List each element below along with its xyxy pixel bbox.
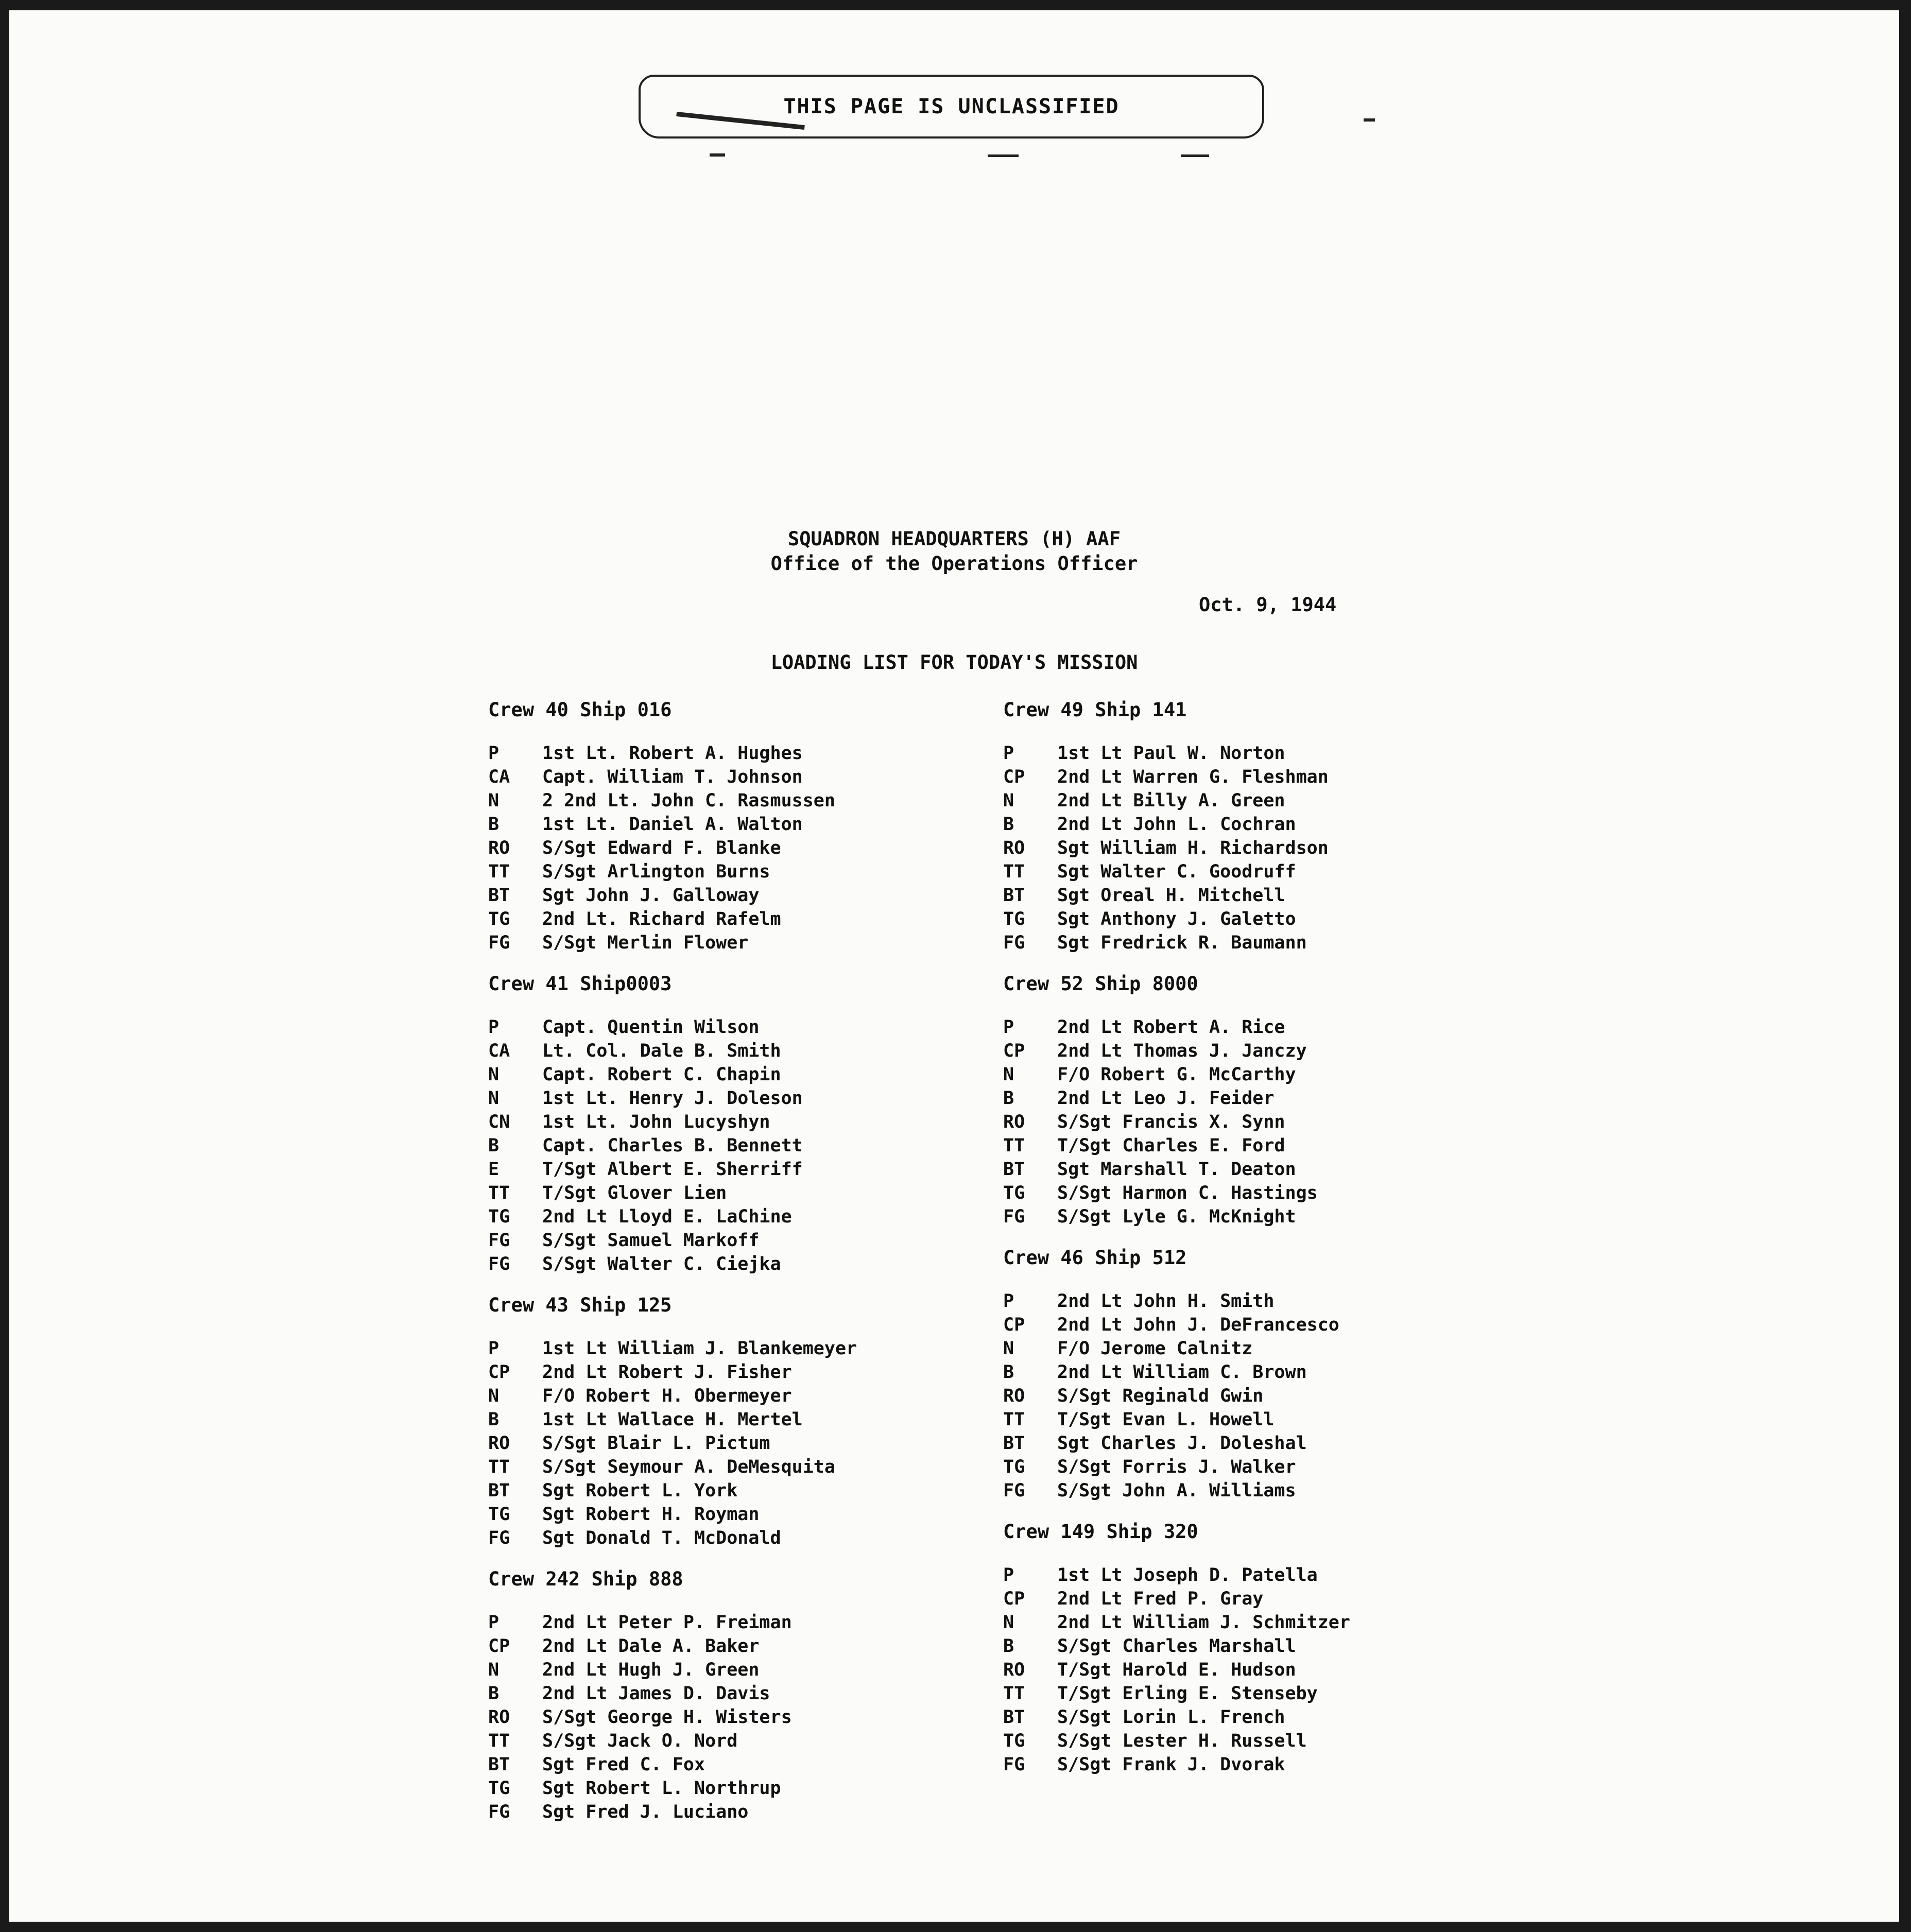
position-code: P: [1003, 1291, 1014, 1312]
crew-block: [488, 1293, 1003, 1550]
crew-member-row: [488, 1705, 1003, 1729]
crew-member-row: [488, 1039, 1003, 1063]
position-code: CP: [488, 1362, 510, 1383]
member-name: Sgt Oreal H. Mitchell: [1057, 885, 1285, 906]
crew-member-row: [1003, 1658, 1518, 1682]
member-name: Sgt Robert H. Royman: [542, 1504, 760, 1525]
position-code: TT: [1003, 1683, 1025, 1704]
crew-member-row: [1003, 1682, 1518, 1705]
member-name: Capt. Charles B. Bennett: [542, 1135, 803, 1156]
member-name: S/Sgt Frank J. Dvorak: [1057, 1754, 1285, 1775]
classification-text: THIS PAGE IS UNCLASSIFIED: [783, 95, 1120, 118]
member-name: Sgt Robert L. York: [542, 1480, 738, 1501]
crew-member-row: [488, 1503, 1003, 1526]
member-name: Sgt John J. Galloway: [542, 885, 760, 906]
member-name: Sgt Robert L. Northrup: [542, 1778, 781, 1799]
position-code: P: [1003, 1017, 1014, 1038]
crew-title: Crew 149 Ship 320: [1003, 1521, 1198, 1543]
crew-member-row: [488, 1611, 1003, 1634]
crew-member-row: [1003, 1063, 1518, 1086]
crew-member-row: [488, 1110, 1003, 1134]
member-name: 2nd Lt Lloyd E. LaChine: [542, 1206, 792, 1227]
member-name: S/Sgt Jack O. Nord: [542, 1731, 738, 1751]
crew-member-row: [488, 1455, 1003, 1479]
crew-member-row: [1003, 1110, 1518, 1134]
crew-block: [1003, 1246, 1518, 1503]
member-name: T/Sgt Glover Lien: [542, 1183, 727, 1203]
member-name: F/O Robert G. McCarthy: [1057, 1064, 1296, 1085]
member-name: 2nd Lt John H. Smith: [1057, 1291, 1275, 1312]
office-heading: Office of the Operations Officer: [770, 553, 1138, 575]
crew-title: Crew 46 Ship 512: [1003, 1247, 1187, 1269]
position-code: N: [488, 1660, 500, 1680]
position-code: N: [1003, 1612, 1014, 1633]
crew-member-row: [488, 1015, 1003, 1039]
crew-member-row: [1003, 1587, 1518, 1611]
crew-member-row: [488, 1431, 1003, 1455]
crew-title: Crew 43 Ship 125: [488, 1294, 672, 1316]
member-name: 1st Lt. John Lucyshyn: [542, 1112, 770, 1132]
left-crew-column: [488, 698, 1003, 1841]
crew-title: Crew 242 Ship 888: [488, 1568, 683, 1590]
member-name: Sgt Fred C. Fox: [542, 1754, 705, 1775]
member-name: 1st Lt. Daniel A. Walton: [542, 814, 803, 835]
member-name: S/Sgt Forris J. Walker: [1057, 1457, 1296, 1477]
member-name: F/O Jerome Calnitz: [1057, 1338, 1253, 1359]
crew-member-row: [488, 1479, 1003, 1503]
crew-member-row: [488, 1776, 1003, 1800]
crew-member-row: [1003, 1611, 1518, 1634]
position-code: N: [1003, 1338, 1014, 1359]
position-code: FG: [488, 933, 510, 953]
crew-member-row: [488, 1384, 1003, 1408]
position-code: B: [488, 1409, 500, 1430]
position-code: P: [1003, 1565, 1014, 1585]
crew-title: Crew 40 Ship 016: [488, 699, 672, 721]
crew-member-row: [488, 1360, 1003, 1384]
crew-member-row: [488, 836, 1003, 860]
member-name: T/Sgt Albert E. Sherriff: [542, 1159, 803, 1180]
position-code: TT: [1003, 1409, 1025, 1430]
member-name: 2nd Lt Leo J. Feider: [1057, 1088, 1275, 1109]
member-name: Sgt Fredrick R. Baumann: [1057, 933, 1307, 953]
crew-member-row: [488, 1408, 1003, 1431]
crew-member-row: [488, 1158, 1003, 1181]
position-code: FG: [1003, 1754, 1025, 1775]
position-code: TG: [1003, 1731, 1025, 1751]
member-name: 2nd Lt Warren G. Fleshman: [1057, 767, 1329, 787]
crew-member-row: [1003, 1360, 1518, 1384]
crew-member-row: [488, 813, 1003, 836]
crew-member-row: [488, 1658, 1003, 1682]
position-code: BT: [488, 885, 510, 906]
position-code: CP: [1003, 1589, 1025, 1609]
member-name: 2nd Lt. Richard Rafelm: [542, 909, 781, 929]
member-name: S/Sgt Samuel Markoff: [542, 1230, 760, 1251]
smudge-mark: [710, 153, 725, 157]
member-name: 2 2nd Lt. John C. Rasmussen: [542, 790, 835, 811]
member-name: 1st Lt William J. Blankemeyer: [542, 1338, 857, 1359]
member-name: Capt. Robert C. Chapin: [542, 1064, 781, 1085]
member-name: 2nd Lt Billy A. Green: [1057, 790, 1285, 811]
member-name: S/Sgt John A. Williams: [1057, 1480, 1296, 1501]
position-code: B: [488, 1683, 500, 1704]
position-code: P: [1003, 743, 1014, 764]
crew-member-row: [488, 860, 1003, 884]
position-code: TT: [488, 861, 510, 882]
smudge-mark: [1181, 154, 1209, 157]
position-code: CA: [488, 767, 510, 787]
crew-member-row: [1003, 741, 1518, 765]
member-name: S/Sgt Francis X. Synn: [1057, 1112, 1285, 1132]
position-code: P: [488, 1017, 500, 1038]
member-name: 2nd Lt William J. Schmitzer: [1057, 1612, 1350, 1633]
position-code: FG: [488, 1528, 510, 1548]
position-code: RO: [1003, 1386, 1025, 1406]
position-code: P: [488, 743, 500, 764]
member-name: S/Sgt Blair L. Pictum: [542, 1433, 770, 1454]
crew-member-row: [1003, 765, 1518, 789]
member-name: S/Sgt Charles Marshall: [1057, 1636, 1296, 1657]
position-code: BT: [1003, 1433, 1025, 1454]
member-name: S/Sgt Arlington Burns: [542, 861, 770, 882]
crew-member-row: [1003, 1086, 1518, 1110]
classification-stamp: [639, 75, 1264, 139]
member-name: 2nd Lt Hugh J. Green: [542, 1660, 760, 1680]
member-name: 2nd Lt James D. Davis: [542, 1683, 770, 1704]
crew-member-row: [1003, 1337, 1518, 1360]
position-code: N: [488, 1088, 500, 1109]
crew-block: [488, 972, 1003, 1276]
crew-member-row: [1003, 1205, 1518, 1229]
position-code: RO: [1003, 838, 1025, 858]
crew-member-row: [1003, 1431, 1518, 1455]
member-name: 2nd Lt William C. Brown: [1057, 1362, 1307, 1383]
crew-member-row: [488, 1800, 1003, 1824]
position-code: B: [488, 814, 500, 835]
crew-member-row: [488, 765, 1003, 789]
position-code: N: [488, 1386, 500, 1406]
smudge-mark: [988, 154, 1019, 157]
member-name: 1st Lt Wallace H. Mertel: [542, 1409, 803, 1430]
crew-block: [1003, 698, 1518, 955]
crew-member-row: [488, 907, 1003, 931]
member-name: 1st Lt. Henry J. Doleson: [542, 1088, 803, 1109]
crew-member-row: [1003, 1634, 1518, 1658]
crew-member-row: [488, 884, 1003, 907]
crew-member-row: [1003, 1015, 1518, 1039]
member-name: Sgt Fred J. Luciano: [542, 1802, 749, 1822]
member-name: S/Sgt Edward F. Blanke: [542, 838, 781, 858]
member-name: 2nd Lt John J. DeFrancesco: [1057, 1315, 1339, 1335]
position-code: TG: [488, 1206, 510, 1227]
crew-member-row: [1003, 884, 1518, 907]
crew-block: [1003, 1520, 1518, 1776]
position-code: E: [488, 1159, 500, 1180]
position-code: RO: [488, 1707, 510, 1728]
crew-member-row: [1003, 1563, 1518, 1587]
member-name: T/Sgt Harold E. Hudson: [1057, 1660, 1296, 1680]
member-name: T/Sgt Evan L. Howell: [1057, 1409, 1275, 1430]
member-name: S/Sgt George H. Wisters: [542, 1707, 792, 1728]
crew-member-row: [1003, 1384, 1518, 1408]
crew-member-row: [488, 1337, 1003, 1360]
position-code: TT: [1003, 861, 1025, 882]
member-name: S/Sgt Lyle G. McKnight: [1057, 1206, 1296, 1227]
member-name: T/Sgt Charles E. Ford: [1057, 1135, 1285, 1156]
member-name: S/Sgt Merlin Flower: [542, 933, 749, 953]
smudge-mark: [1364, 118, 1375, 122]
position-code: BT: [488, 1754, 510, 1775]
crew-member-row: [488, 1729, 1003, 1753]
position-code: RO: [1003, 1112, 1025, 1132]
position-code: BT: [1003, 1159, 1025, 1180]
position-code: FG: [488, 1230, 510, 1251]
unit-heading: SQUADRON HEADQUARTERS (H) AAF: [787, 528, 1121, 550]
position-code: TG: [1003, 1183, 1025, 1203]
position-code: N: [1003, 1064, 1014, 1085]
crew-member-row: [488, 1229, 1003, 1252]
member-name: Sgt Walter C. Goodruff: [1057, 861, 1296, 882]
crew-block: [488, 698, 1003, 955]
crew-title: Crew 52 Ship 8000: [1003, 973, 1198, 995]
position-code: CA: [488, 1041, 510, 1061]
crew-member-row: [488, 741, 1003, 765]
member-name: T/Sgt Erling E. Stenseby: [1057, 1683, 1318, 1704]
crew-block: [1003, 972, 1518, 1229]
member-name: Capt. William T. Johnson: [542, 767, 803, 787]
member-name: 1st Lt Paul W. Norton: [1057, 743, 1285, 764]
position-code: RO: [488, 1433, 510, 1454]
crew-member-row: [488, 1205, 1003, 1229]
position-code: TG: [1003, 909, 1025, 929]
crew-member-row: [1003, 1181, 1518, 1205]
position-code: TT: [1003, 1135, 1025, 1156]
crew-member-row: [488, 931, 1003, 955]
crew-member-row: [1003, 1705, 1518, 1729]
position-code: TG: [488, 909, 510, 929]
position-code: TT: [488, 1731, 510, 1751]
position-code: TG: [1003, 1457, 1025, 1477]
member-name: Sgt Marshall T. Deaton: [1057, 1159, 1296, 1180]
crew-member-row: [1003, 1158, 1518, 1181]
position-code: RO: [488, 838, 510, 858]
member-name: Sgt Donald T. McDonald: [542, 1528, 781, 1548]
position-code: TG: [488, 1778, 510, 1799]
position-code: TT: [488, 1457, 510, 1477]
crew-member-row: [488, 1526, 1003, 1550]
member-name: S/Sgt Seymour A. DeMesquita: [542, 1457, 835, 1477]
member-name: 2nd Lt Robert J. Fisher: [542, 1362, 792, 1383]
crew-member-row: [488, 1682, 1003, 1705]
crew-member-row: [1003, 931, 1518, 955]
crew-member-row: [488, 789, 1003, 813]
position-code: FG: [488, 1802, 510, 1822]
crew-member-row: [1003, 836, 1518, 860]
crew-member-row: [1003, 1753, 1518, 1776]
crew-member-row: [1003, 907, 1518, 931]
member-name: S/Sgt Lorin L. French: [1057, 1707, 1285, 1728]
position-code: TT: [488, 1183, 510, 1203]
member-name: Sgt Charles J. Doleshal: [1057, 1433, 1307, 1454]
member-name: 2nd Lt John L. Cochran: [1057, 814, 1296, 835]
member-name: S/Sgt Harmon C. Hastings: [1057, 1183, 1318, 1203]
member-name: Sgt Anthony J. Galetto: [1057, 909, 1296, 929]
position-code: P: [488, 1338, 500, 1359]
crew-member-row: [1003, 1729, 1518, 1753]
crew-member-row: [488, 1134, 1003, 1158]
crew-member-row: [488, 1252, 1003, 1276]
member-name: S/Sgt Lester H. Russell: [1057, 1731, 1307, 1751]
document-page: [9, 10, 1899, 1922]
crew-member-row: [1003, 1479, 1518, 1503]
position-code: CP: [1003, 767, 1025, 787]
position-code: FG: [1003, 1480, 1025, 1501]
crew-block: [488, 1567, 1003, 1824]
crew-title: Crew 41 Ship0003: [488, 973, 672, 995]
position-code: N: [488, 1064, 500, 1085]
position-code: FG: [488, 1254, 510, 1274]
crew-member-row: [488, 1086, 1003, 1110]
position-code: FG: [1003, 1206, 1025, 1227]
crew-member-row: [1003, 813, 1518, 836]
crew-member-row: [488, 1634, 1003, 1658]
crew-member-row: [488, 1181, 1003, 1205]
member-name: F/O Robert H. Obermeyer: [542, 1386, 792, 1406]
crew-member-row: [488, 1063, 1003, 1086]
right-crew-column: [1003, 698, 1518, 1794]
crew-member-row: [1003, 789, 1518, 813]
member-name: 2nd Lt Dale A. Baker: [542, 1636, 760, 1657]
crew-member-row: [1003, 1455, 1518, 1479]
position-code: BT: [488, 1480, 510, 1501]
crew-member-row: [1003, 1408, 1518, 1431]
crew-member-row: [1003, 1134, 1518, 1158]
member-name: 2nd Lt Robert A. Rice: [1057, 1017, 1285, 1038]
member-name: Capt. Quentin Wilson: [542, 1017, 760, 1038]
position-code: N: [1003, 790, 1014, 811]
crew-member-row: [1003, 1039, 1518, 1063]
member-name: 1st Lt. Robert A. Hughes: [542, 743, 803, 764]
position-code: CN: [488, 1112, 510, 1132]
member-name: 2nd Lt Thomas J. Janczy: [1057, 1041, 1307, 1061]
position-code: CP: [1003, 1315, 1025, 1335]
position-code: B: [1003, 1362, 1014, 1383]
member-name: S/Sgt Walter C. Ciejka: [542, 1254, 781, 1274]
position-code: B: [488, 1135, 500, 1156]
member-name: 1st Lt Joseph D. Patella: [1057, 1565, 1318, 1585]
crew-member-row: [1003, 1313, 1518, 1337]
crew-member-row: [488, 1753, 1003, 1776]
position-code: CP: [488, 1636, 510, 1657]
position-code: B: [1003, 1636, 1014, 1657]
member-name: S/Sgt Reginald Gwin: [1057, 1386, 1264, 1406]
crew-member-row: [1003, 1289, 1518, 1313]
position-code: TG: [488, 1504, 510, 1525]
crew-member-row: [1003, 860, 1518, 884]
list-title: LOADING LIST FOR TODAY'S MISSION: [770, 651, 1138, 674]
position-code: CP: [1003, 1041, 1025, 1061]
crew-title: Crew 49 Ship 141: [1003, 699, 1187, 721]
position-code: RO: [1003, 1660, 1025, 1680]
position-code: B: [1003, 814, 1014, 835]
member-name: Sgt William H. Richardson: [1057, 838, 1329, 858]
position-code: FG: [1003, 933, 1025, 953]
member-name: Lt. Col. Dale B. Smith: [542, 1041, 781, 1061]
member-name: 2nd Lt Peter P. Freiman: [542, 1612, 792, 1633]
position-code: BT: [1003, 1707, 1025, 1728]
position-code: BT: [1003, 885, 1025, 906]
position-code: P: [488, 1612, 500, 1633]
position-code: N: [488, 790, 500, 811]
member-name: 2nd Lt Fred P. Gray: [1057, 1589, 1264, 1609]
position-code: B: [1003, 1088, 1014, 1109]
document-date: Oct. 9, 1944: [1199, 594, 1337, 616]
